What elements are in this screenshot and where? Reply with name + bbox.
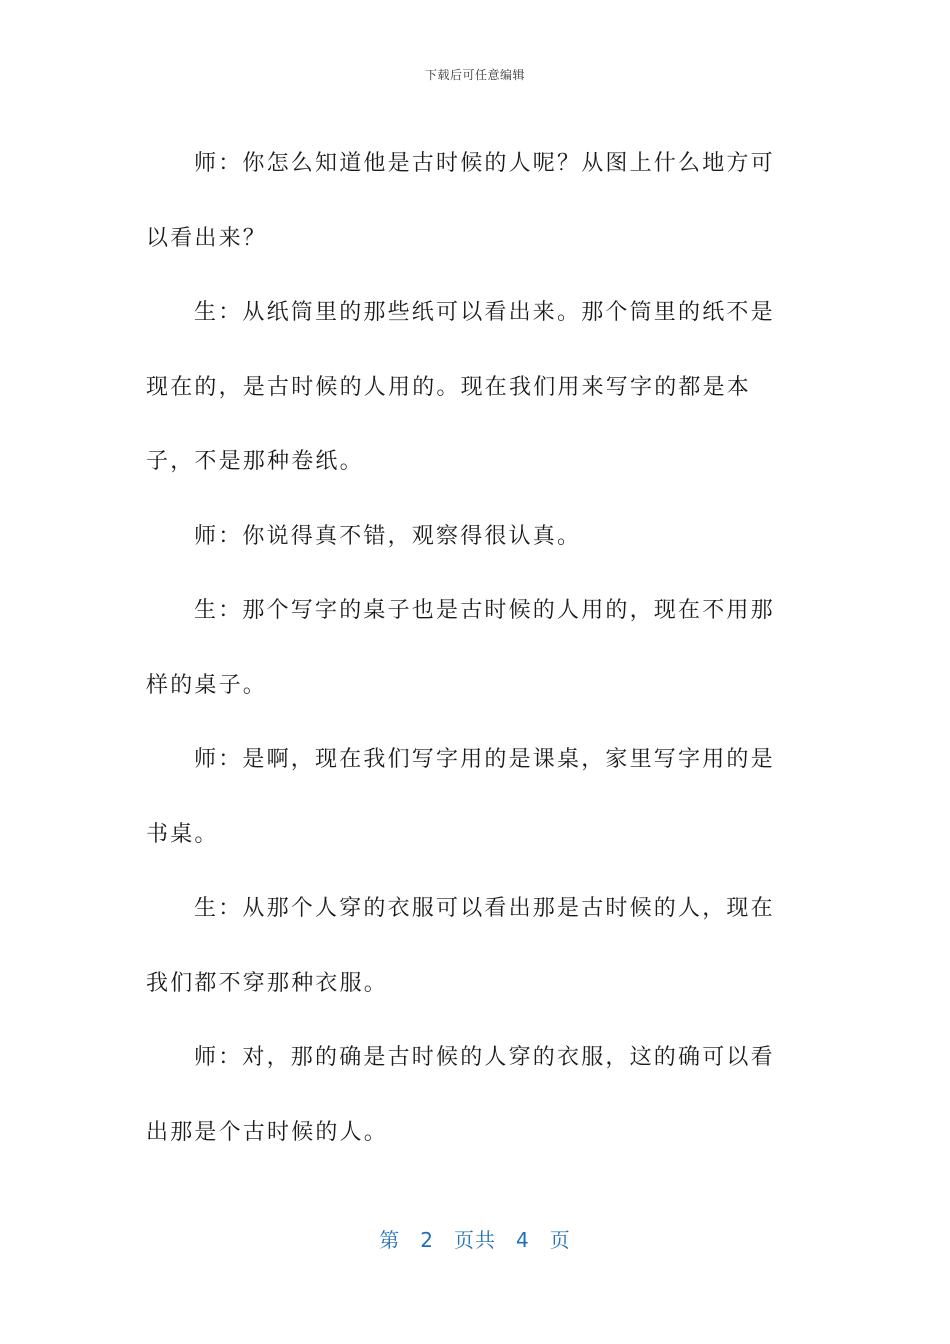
paragraph-5: 师：是啊，现在我们写字用的是课桌，家里写字用的是书桌。 (146, 747, 775, 847)
page-middle: 页共 (454, 1228, 496, 1252)
document-body (146, 127, 792, 1170)
paragraph-2: 生：从纸筒里的那些纸可以看出来。那个筒里的纸不是现在的，是古时候的人用的。现在我们用来写字的都是本子，不是那种卷纸。 (146, 300, 775, 474)
paragraph-7: 师：对，那的确是古时候的人穿的衣服，这的确可以看出那是个古时候的人。 (146, 1045, 775, 1145)
paragraph-6: 生：从那个人穿的衣服可以看出那是古时候的人，现在我们都不穿那种衣服。 (146, 896, 775, 996)
total-pages-number: 4 (516, 1228, 530, 1252)
page-number-footer (0, 1224, 950, 1253)
page-prefix: 第 (379, 1228, 401, 1252)
paragraph-1: 师：你怎么知道他是古时候的人呢？从图上什么地方可以看出来？ (146, 151, 775, 251)
paragraph-4: 生：那个写字的桌子也是古时候的人用的，现在不用那样的桌子。 (146, 598, 775, 698)
paragraph-3: 师：你说得真不错，观察得很认真。 (194, 523, 582, 549)
header-note: 下载后可任意编辑 (424, 68, 525, 82)
page-suffix: 页 (549, 1228, 571, 1252)
current-page-number: 2 (420, 1228, 434, 1252)
